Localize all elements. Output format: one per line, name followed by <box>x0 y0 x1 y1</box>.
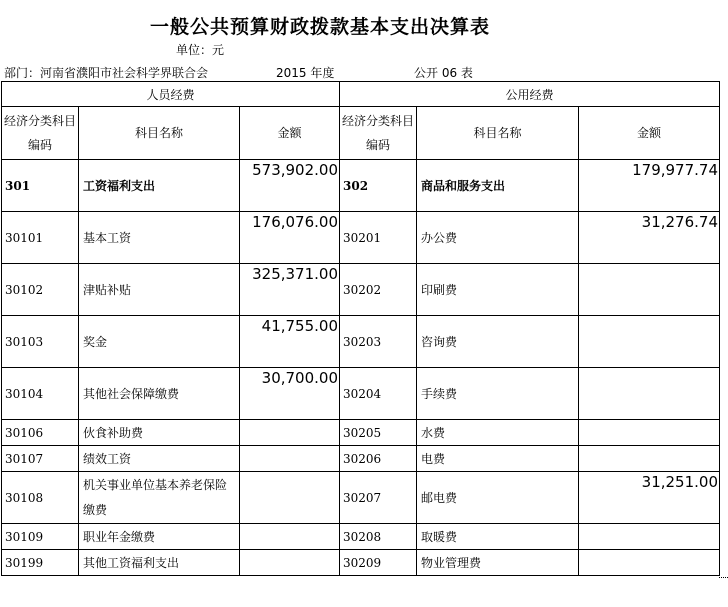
table-row <box>2 524 720 550</box>
name-cell: 取暖费 <box>417 524 579 550</box>
page-edge-marker <box>719 577 728 578</box>
table-row <box>2 368 720 420</box>
name-cell: 物业管理费 <box>417 550 579 576</box>
code-cell: 30107 <box>2 446 79 472</box>
column-header-amount: 金额 <box>579 107 720 160</box>
name-cell: 水费 <box>417 420 579 446</box>
name-cell: 伙食补助费 <box>79 420 240 446</box>
name-cell: 工资福利支出 <box>79 160 240 212</box>
name-cell: 基本工资 <box>79 212 240 264</box>
amount-cell <box>579 446 720 472</box>
amount-cell <box>240 524 340 550</box>
name-cell: 邮电费 <box>417 472 579 524</box>
table-row <box>2 472 720 524</box>
code-cell: 302 <box>340 160 417 212</box>
table-number-label: 公开 06 表 <box>414 66 473 80</box>
name-cell: 津贴补贴 <box>79 264 240 316</box>
table-row <box>2 316 720 368</box>
column-header-name: 科目名称 <box>79 107 240 160</box>
amount-cell: 179,977.74 <box>579 160 720 212</box>
code-cell: 30202 <box>340 264 417 316</box>
code-cell: 30209 <box>340 550 417 576</box>
name-cell: 职业年金缴费 <box>79 524 240 550</box>
amount-cell <box>579 550 720 576</box>
amount-cell <box>240 472 340 524</box>
fiscal-year-label: 2015 年度 <box>276 66 335 80</box>
amount-cell <box>579 368 720 420</box>
amount-cell: 176,076.00 <box>240 212 340 264</box>
code-cell: 30102 <box>2 264 79 316</box>
name-cell: 办公费 <box>417 212 579 264</box>
amount-cell <box>240 420 340 446</box>
name-cell: 咨询费 <box>417 316 579 368</box>
amount-cell: 41,755.00 <box>240 316 340 368</box>
code-cell: 30208 <box>340 524 417 550</box>
group-header-public: 公用经费 <box>340 82 720 107</box>
column-header-name: 科目名称 <box>417 107 579 160</box>
name-cell: 其他工资福利支出 <box>79 550 240 576</box>
amount-cell: 31,251.00 <box>579 472 720 524</box>
page-title: 一般公共预算财政拨款基本支出决算表 <box>149 16 490 38</box>
amount-cell <box>579 420 720 446</box>
unit-label: 单位：元 <box>176 43 225 57</box>
code-cell: 30207 <box>340 472 417 524</box>
amount-cell: 325,371.00 <box>240 264 340 316</box>
amount-cell: 30,700.00 <box>240 368 340 420</box>
amount-cell <box>240 446 340 472</box>
name-cell: 手续费 <box>417 368 579 420</box>
table-row <box>2 550 720 576</box>
code-cell: 30203 <box>340 316 417 368</box>
amount-cell <box>579 524 720 550</box>
code-cell: 30201 <box>340 212 417 264</box>
code-cell: 30204 <box>340 368 417 420</box>
table-row <box>2 160 720 212</box>
name-cell: 其他社会保障缴费 <box>79 368 240 420</box>
table-row <box>2 264 720 316</box>
column-header-amount: 金额 <box>240 107 340 160</box>
code-cell: 30109 <box>2 524 79 550</box>
table-row <box>2 420 720 446</box>
code-cell: 30205 <box>340 420 417 446</box>
column-header-code: 经济分类科目编码 <box>340 107 417 160</box>
table-row <box>2 446 720 472</box>
amount-cell <box>579 316 720 368</box>
department-label: 部门：河南省濮阳市社会科学界联合会 <box>4 66 209 80</box>
code-cell: 30199 <box>2 550 79 576</box>
amount-cell: 31,276.74 <box>579 212 720 264</box>
table-row <box>2 212 720 264</box>
code-cell: 30108 <box>2 472 79 524</box>
amount-cell <box>240 550 340 576</box>
group-header-personnel: 人员经费 <box>2 82 340 107</box>
name-cell: 电费 <box>417 446 579 472</box>
name-cell: 印刷费 <box>417 264 579 316</box>
name-cell: 奖金 <box>79 316 240 368</box>
code-cell: 301 <box>2 160 79 212</box>
expenditure-table <box>1 81 720 576</box>
amount-cell: 573,902.00 <box>240 160 340 212</box>
name-cell: 机关事业单位基本养老保险缴费 <box>79 472 240 524</box>
code-cell: 30106 <box>2 420 79 446</box>
amount-cell <box>579 264 720 316</box>
code-cell: 30104 <box>2 368 79 420</box>
column-header-code: 经济分类科目编码 <box>2 107 79 160</box>
code-cell: 30101 <box>2 212 79 264</box>
code-cell: 30103 <box>2 316 79 368</box>
name-cell: 商品和服务支出 <box>417 160 579 212</box>
name-cell: 绩效工资 <box>79 446 240 472</box>
code-cell: 30206 <box>340 446 417 472</box>
